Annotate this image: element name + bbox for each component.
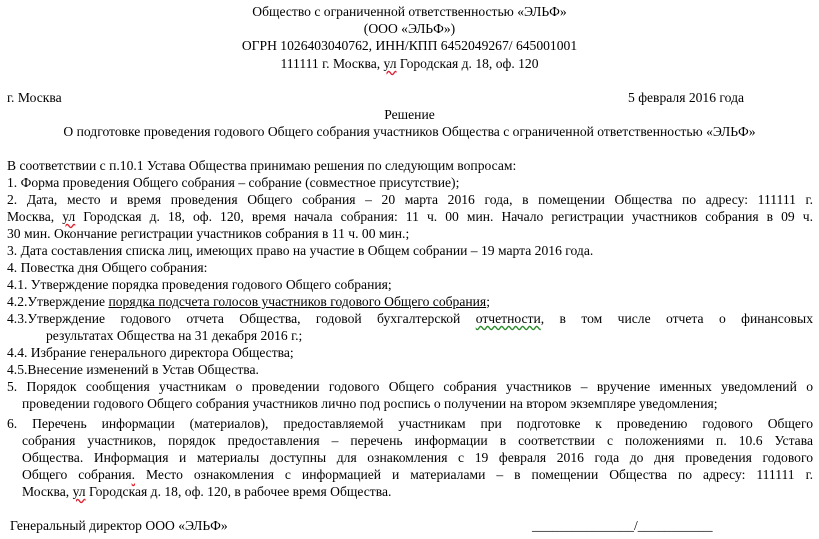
item-4-2: 4.2.Утверждение порядка подсчета голосов участников годового Общего собрания; [7, 294, 490, 309]
company-full-name: Общество с ограниченной ответственностью «ЭЛЬФ» [252, 4, 567, 19]
item-1: 1. Форма проведения Общего собрания – собрание (совместное присутствие); [7, 175, 460, 190]
item-2-line-1: 2. Дата, место и время проведения Общего собрания – 20 марта 2016 года, в помещении Общества по адресу: 111111 г. [7, 192, 813, 207]
item-2-line-3: 30 мин. Окончание регистрации участников собрания в 11 ч. 00 мин.; [7, 226, 410, 241]
item-6-line-5: Москва, ул Городская д. 18, оф. 120, в рабочее время Общества. [22, 484, 392, 499]
item-6-line-2: собрания участников, порядок предоставления – перечень информации в соответствии с положениями п. 10.6 Устава [22, 433, 813, 448]
document-title: Решение [384, 107, 435, 122]
item-6-line-4: Общего собрания. Место ознакомления с информацией и материалами – в помещении Общества по адресу: 111111 г. [22, 467, 814, 482]
item-5-line-2: проведении годового Общего собрания участников лично под роспись о получении на втором экземпляре уведомления; [22, 396, 718, 411]
document-date: 5 февраля 2016 года [628, 90, 745, 105]
document-subtitle: О подготовке проведения годового Общего собрания участников Общества с ограниченной ответственностью «ЭЛЬФ» [63, 124, 756, 139]
item-4-3-line-2: результатах Общества на 31 декабря 2016 г.; [46, 328, 303, 343]
item-5-line-1: 5. Порядок сообщения участникам о проведении годового Общего собрания участников – вручение именных уведомлений о [7, 379, 813, 394]
company-short-name: (ООО «ЭЛЬФ») [363, 21, 456, 36]
item-4-4: 4.4. Избрание генерального директора Общества; [7, 345, 294, 360]
company-address: 111111 г. Москва, ул Городская д. 18, оф. 120 [280, 56, 539, 71]
document-place: г. Москва [7, 90, 62, 105]
signature-position: Генеральный директор ООО «ЭЛЬФ» [10, 518, 228, 533]
item-6-line-1: 6. Перечень информации (материалов), предоставляемой участникам при подготовке к проведению годового Общего [7, 416, 813, 431]
item-4-3-line-1: 4.3.Утверждение годового отчета Общества, годовой бухгалтерской отчетности, в том числе отчета о финансовых [7, 311, 813, 326]
item-4: 4. Повестка дня Общего собрания: [7, 260, 208, 275]
company-registration: ОГРН 1026403040762, ИНН/КПП 6452049267/ 645001001 [241, 38, 578, 53]
item-3: 3. Дата составления списка лиц, имеющих право на участие в Общем собрании – 19 марта 2016 года. [7, 243, 594, 258]
signature-line: _______________/___________ [532, 518, 713, 533]
item-6-line-3: Общества. Информация и материалы доступны для ознакомления с 19 февраля 2016 года до дня проведения годового [22, 450, 813, 465]
intro-text: В соответствии с п.10.1 Устава Общества принимаю решения по следующим вопросам: [7, 158, 517, 173]
item-2-line-2: Москва, ул Городская д. 18, оф. 120, время начала собрания: 11 ч. 00 мин. Начало регистрации участников собрания в 09 ч. [7, 209, 813, 224]
item-4-1: 4.1. Утверждение порядка проведения годового Общего собрания; [7, 277, 392, 292]
item-4-5: 4.5.Внесение изменений в Устав Общества. [7, 362, 259, 377]
